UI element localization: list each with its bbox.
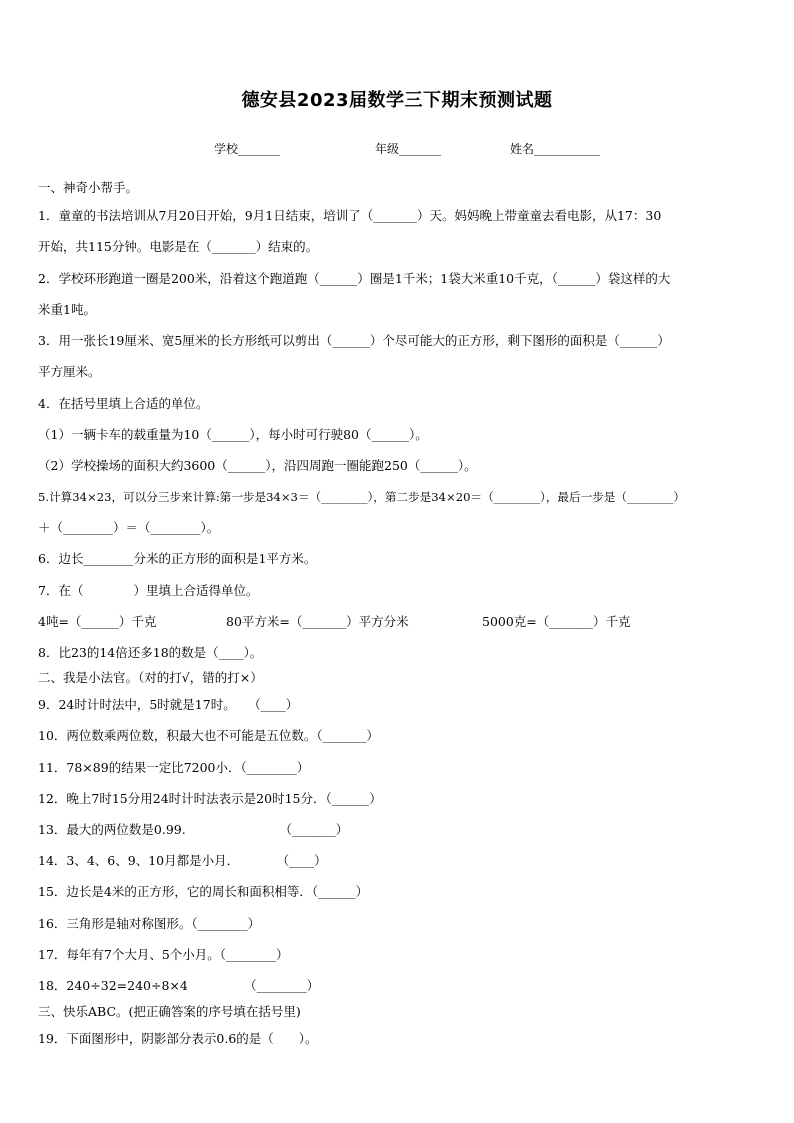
question-2-line-1: 2．学校环形跑道一圈是200米，沿着这个跑道跑（______）圈是1千米；1袋大米重10千克，（______）袋这样的大 xyxy=(38,271,671,286)
question-4-part-2: （2）学校操场的面积大约3600（______），沿四周跑一圈能跑250（______）。 xyxy=(38,458,477,473)
question-6: 6．边长________分米的正方形的面积是1平方米。 xyxy=(38,551,317,566)
question-5-line-2: ＋（________）＝（________）。 xyxy=(38,520,220,535)
question-1-line-1: 1．童童的书法培训从7月20日开始，9月1日结束，培训了（_______）天。妈妈晚上带童童去看电影，从17：30 xyxy=(38,208,662,223)
question-8: 8．比23的14倍还多18的数是（____）。 xyxy=(38,645,263,660)
grade-field: 年级_______ xyxy=(375,142,442,156)
question-18: 18．240÷32=240÷8×4 （________） xyxy=(38,978,320,993)
name-field: 姓名___________ xyxy=(510,142,601,156)
question-14: 14．3、4、6、9、10月都是小月． （____） xyxy=(38,853,327,868)
question-10: 10．两位数乘两位数，积最大也不可能是五位数。（_______） xyxy=(38,728,379,743)
section-1-heading: 一、神奇小帮手。 xyxy=(38,180,139,195)
question-3-line-2: 平方厘米。 xyxy=(38,364,101,379)
question-2-line-2: 米重1吨。 xyxy=(38,302,96,317)
question-1-line-2: 开始，共115分钟。电影是在（_______）结束的。 xyxy=(38,239,319,254)
question-16: 16．三角形是轴对称图形。（________） xyxy=(38,916,261,931)
question-13: 13．最大的两位数是0.99. （_______） xyxy=(38,822,349,837)
section-2-heading: 二、我是小法官。（对的打√，错的打×） xyxy=(38,670,263,685)
question-19: 19．下面图形中，阴影部分表示0.6的是（ ）。 xyxy=(38,1031,318,1046)
question-11: 11．78×89的结果一定比7200小．（________） xyxy=(38,760,310,775)
question-7-item-2: 80平方米=（_______）平方分米 xyxy=(226,614,409,629)
question-5-line-1: 5.计算34×23，可以分三步来计算:第一步是34×3＝（________），第二步是34×20＝（________），最后一步是（________） xyxy=(38,490,685,504)
question-4: 4．在括号里填上合适的单位。 xyxy=(38,396,209,411)
page-title: 德安县2023届数学三下期末预测试题 xyxy=(241,90,553,111)
question-4-part-1: （1）一辆卡车的载重量为10（______），每小时可行驶80（______）。 xyxy=(38,427,428,442)
question-12: 12．晚上7时15分用24时计时法表示是20时15分．（______） xyxy=(38,791,382,806)
question-15: 15．边长是4米的正方形，它的周长和面积相等．（______） xyxy=(38,884,369,899)
question-7-item-3: 5000克=（_______）千克 xyxy=(482,614,631,629)
question-9: 9．24时计时法中，5时就是17时。 （____） xyxy=(38,697,299,712)
school-field: 学校_______ xyxy=(214,142,281,156)
question-17: 17．每年有7个大月、5个小月。（________） xyxy=(38,947,289,962)
question-7: 7．在（ ）里填上合适得单位。 xyxy=(38,583,259,598)
question-7-item-1: 4吨=（______）千克 xyxy=(38,614,157,629)
question-3-line-1: 3．用一张长19厘米、宽5厘米的长方形纸可以剪出（______）个尽可能大的正方形，剩下图形的面积是（______） xyxy=(38,333,670,348)
section-3-heading: 三、快乐ABC。(把正确答案的序号填在括号里) xyxy=(38,1004,301,1019)
